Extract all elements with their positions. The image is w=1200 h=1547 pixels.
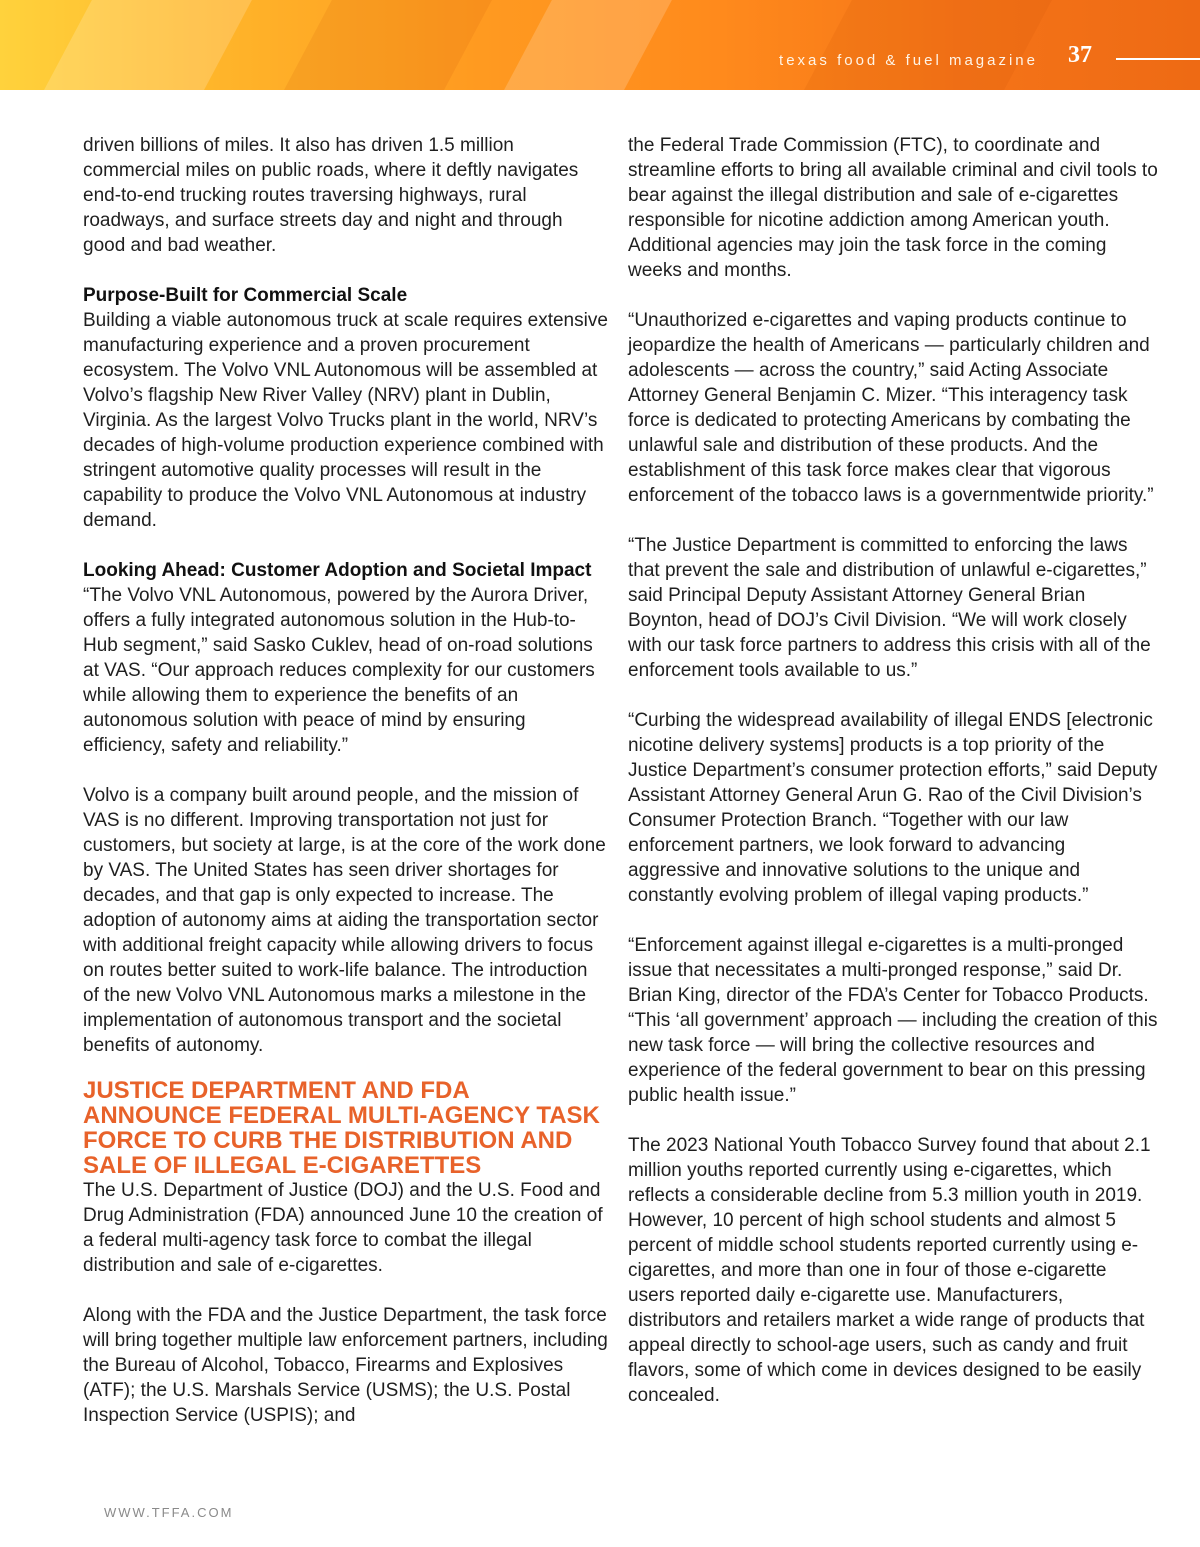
body-paragraph: “The Volvo VNL Autonomous, powered by the Aurora Driver, offers a fully integrated autonomous solution in the Hub-to-Hub segment,” said Sasko Cuklev, head of on-road solutions at VAS. “Our approach reduces complexity for our customers while allowing them to experience the benefits of an autonomous solution with peace of mind by ensuring efficiency, safety and reliability.” <box>83 585 595 756</box>
body-paragraph: the Federal Trade Commission (FTC), to coordinate and streamline efforts to bring all available criminal and civil tools to bear against the illegal distribution and sale of e-cigarettes responsible for nicotine addiction among American youth. Additional agencies may join the task force in the coming weeks and months. <box>628 135 1158 281</box>
body-paragraph: “Enforcement against illegal e-cigarettes is a multi-pronged issue that necessitates a multi-pronged response,” said Dr. Brian King, director of the FDA’s Center for Tobacco Products. “This ‘all government’ approach — including the creation of this new task force — will bring the collective resources and experience of the federal government to bear on this pressing public health issue.” <box>628 935 1158 1106</box>
footer-url: WWW.TFFA.COM <box>104 1505 234 1520</box>
section-heading: Looking Ahead: Customer Adoption and Societal Impact <box>83 560 592 581</box>
header-decoration <box>7 0 273 90</box>
body-paragraph: Along with the FDA and the Justice Department, the task force will bring together multiple law enforcement partners, including the Bureau of Alcohol, Tobacco, Firearms and Explosives (ATF); the U.S. Marshals Service (USMS); the U.S. Postal Inspection Service (USPIS); and <box>83 1305 608 1426</box>
header-rule <box>1116 58 1200 60</box>
body-paragraph: The 2023 National Youth Tobacco Survey found that about 2.1 million youths reported currently using e-cigarettes, which reflects a considerable decline from 5.3 million youth in 2019. However, 10 percent of high school students and almost 5 percent of middle school students reported currently using e-cigarettes, and more than one in four of those e-cigarette users reported daily e-cigarette use. Manufacturers, distributors and retailers market a wide range of products that appeal directly to school-age users, such as candy and fruit flavors, some of which come in devices designed to be easily concealed. <box>628 1135 1151 1406</box>
magazine-name: texas food & fuel magazine <box>779 52 1038 69</box>
body-paragraph: Building a viable autonomous truck at scale requires extensive manufacturing experience and a proven procurement ecosystem. The Volvo VNL Autonomous will be assembled at Volvo’s flagship New River Valley (NRV) plant in Dublin, Virginia. As the largest Volvo Trucks plant in the world, NRV’s decades of high-volume production experience combined with stringent automotive quality processes will result in the capability to produce the Volvo VNL Autonomous at industry demand. <box>83 310 608 531</box>
header-decoration <box>247 0 513 90</box>
header-decoration <box>467 0 693 90</box>
body-paragraph: “The Justice Department is committed to enforcing the laws that prevent the sale and distribution of unlawful e-cigarettes,” said Principal Deputy Assistant Attorney General Brian Boynton, head of DOJ’s Civil Division. “We will work closely with our task force partners to address this crisis with all of the enforcement tools available to us.” <box>628 535 1151 681</box>
body-paragraph: driven billions of miles. It also has driven 1.5 million commercial miles on public roads, where it deftly navigates end-to-end trucking routes traversing highways, rural roadways, and surface streets day and night and through good and bad weather. <box>83 135 579 256</box>
body-paragraph: Volvo is a company built around people, and the mission of VAS is no different. Improving transportation not just for customers, but society at large, is at the core of the work done by VAS. The United States has seen driver shortages for decades, and that gap is only expected to increase. The adoption of autonomy aims at aiding the transportation sector with additional freight capacity while allowing drivers to focus on routes better suited to work-life balance. The introduction of the new Volvo VNL Autonomous marks a milestone in the implementation of autonomous transport and the societal benefits of autonomy. <box>83 785 606 1056</box>
left-column <box>83 133 608 1428</box>
body-paragraph: “Curbing the widespread availability of illegal ENDS [electronic nicotine delivery systems] products is a top priority of the Justice Department’s consumer protection efforts,” said Deputy Assistant Attorney General Arun G. Rao of the Civil Division’s Consumer Protection Branch. “Together with our law enforcement partners, we look forward to advancing aggressive and innovative solutions to the unique and constantly evolving problem of illegal vaping products.” <box>628 710 1158 906</box>
body-paragraph: “Unauthorized e-cigarettes and vaping products continue to jeopardize the health of Americans — particularly children and adolescents — across the country,” said Acting Associate Attorney General Benjamin C. Mizer. “This interagency task force is dedicated to protecting Americans by combating the unlawful sale and distribution of these products. And the establishment of this task force makes clear that vigorous enforcement of the tobacco laws is a governmentwide priority.” <box>628 310 1154 506</box>
header-banner <box>0 0 1200 90</box>
article-headline: JUSTICE DEPARTMENT AND FDA ANNOUNCE FEDERAL MULTI-AGENCY TASK FORCE TO CURB THE DISTRIBUTION AND SALE OF ILLEGAL E-CIGARETTES <box>83 1077 600 1179</box>
right-column <box>628 133 1158 1408</box>
header-decoration <box>767 0 1073 90</box>
body-paragraph: The U.S. Department of Justice (DOJ) and the U.S. Food and Drug Administration (FDA) announced June 10 the creation of a federal multi-agency task force to combat the illegal distribution and sale of e-cigarettes. <box>83 1180 603 1276</box>
page-number: 37 <box>1068 42 1092 68</box>
section-heading: Purpose-Built for Commercial Scale <box>83 285 408 306</box>
